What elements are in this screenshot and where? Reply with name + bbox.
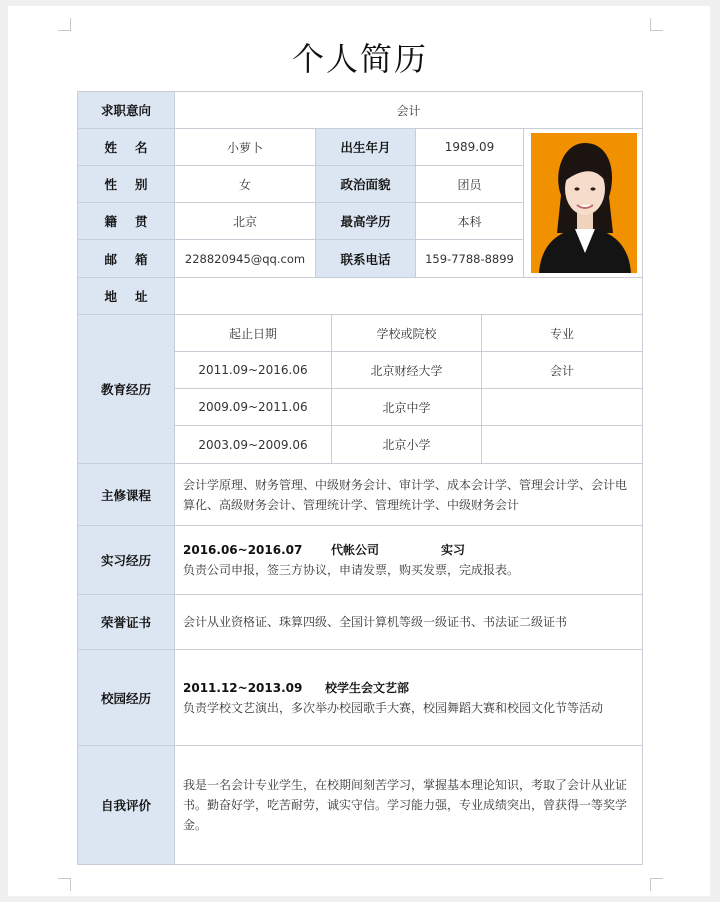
crop-mark [650,18,663,31]
self-eval-label: 自我评价 [77,745,175,865]
courses-text: 会计学原理、财务管理、中级财务会计、审计学、成本会计学、管理会计学、会计电算化、高级财务会计、管理统计学、管理统计学、中级财务会计 [183,477,628,512]
degree-label: 最高学历 [315,202,416,240]
education-major: 会计 [481,351,643,389]
campus-value [174,649,643,746]
campus-label: 校园经历 [77,649,175,746]
internship-label: 实习经历 [77,525,175,595]
education-period: 2009.09~2011.06 [174,388,332,426]
internship-period: 2016.06~2016.07 [183,543,303,557]
honors-value [174,594,643,650]
education-header-school: 学校或院校 [331,314,482,352]
gender-value: 女 [174,165,316,203]
address-label: 地址 [77,277,175,315]
origin-value: 北京 [174,202,316,240]
degree-value: 本科 [415,202,524,240]
crop-mark [58,18,71,31]
education-period: 2003.09~2009.06 [174,425,332,464]
education-header-period: 起止日期 [174,314,332,352]
campus-org: 校学生会文艺部 [325,680,410,695]
address-value [174,277,643,315]
education-header-major: 专业 [481,314,643,352]
origin-label: 籍贯 [77,202,175,240]
courses-label: 主修课程 [77,463,175,526]
internship-company: 代帐公司 [331,543,380,557]
honors-text: 会计从业资格证、珠算四级、全国计算机等级一级证书、书法证二级证书 [183,615,568,629]
name-label: 姓名 [77,128,175,166]
education-school: 北京中学 [331,388,482,426]
courses-value [174,463,643,526]
page-title: 个人简历 [291,40,428,78]
crop-mark [650,878,663,891]
email-value: 228820945@qq.com [174,239,316,278]
internship-desc: 负责公司申报，签三方协议，申请发票，购买发票，完成报表。 [183,563,520,577]
education-major [481,388,643,426]
phone-value: 159-7788-8899 [415,239,524,278]
birth-label: 出生年月 [315,128,416,166]
email-label: 邮箱 [77,239,175,278]
education-period: 2011.09~2016.06 [174,351,332,389]
political-label: 政治面貌 [315,165,416,203]
political-value: 团员 [415,165,524,203]
profile-photo [531,133,637,273]
person-portrait-icon [531,133,637,273]
campus-period: 2011.12~2013.09 [183,680,303,695]
crop-mark [58,878,71,891]
birth-value: 1989.09 [415,128,524,166]
self-eval-text: 我是一名会计专业学生，在校期间刻苦学习，掌握基本理论知识，考取了会计从业证书。勤奋好学，吃苦耐劳，诚实守信。学习能力强，专业成绩突出，曾获得一等奖学金。 [183,778,628,832]
gender-label: 性别 [77,165,175,203]
education-school: 北京财经大学 [331,351,482,389]
internship-role: 实习 [441,543,466,557]
phone-label: 联系电话 [315,239,416,278]
honors-label: 荣誉证书 [77,594,175,650]
name-value: 小萝卜 [174,128,316,166]
education-school: 北京小学 [331,425,482,464]
self-eval-value [174,745,643,865]
objective-label: 求职意向 [77,91,175,129]
campus-desc: 负责学校文艺演出，多次举办校园歌手大赛，校园舞蹈大赛和校园文化节等活动 [183,700,604,715]
internship-value [174,525,643,595]
objective-value: 会计 [174,91,643,129]
education-label: 教育经历 [77,314,175,464]
education-major [481,425,643,464]
